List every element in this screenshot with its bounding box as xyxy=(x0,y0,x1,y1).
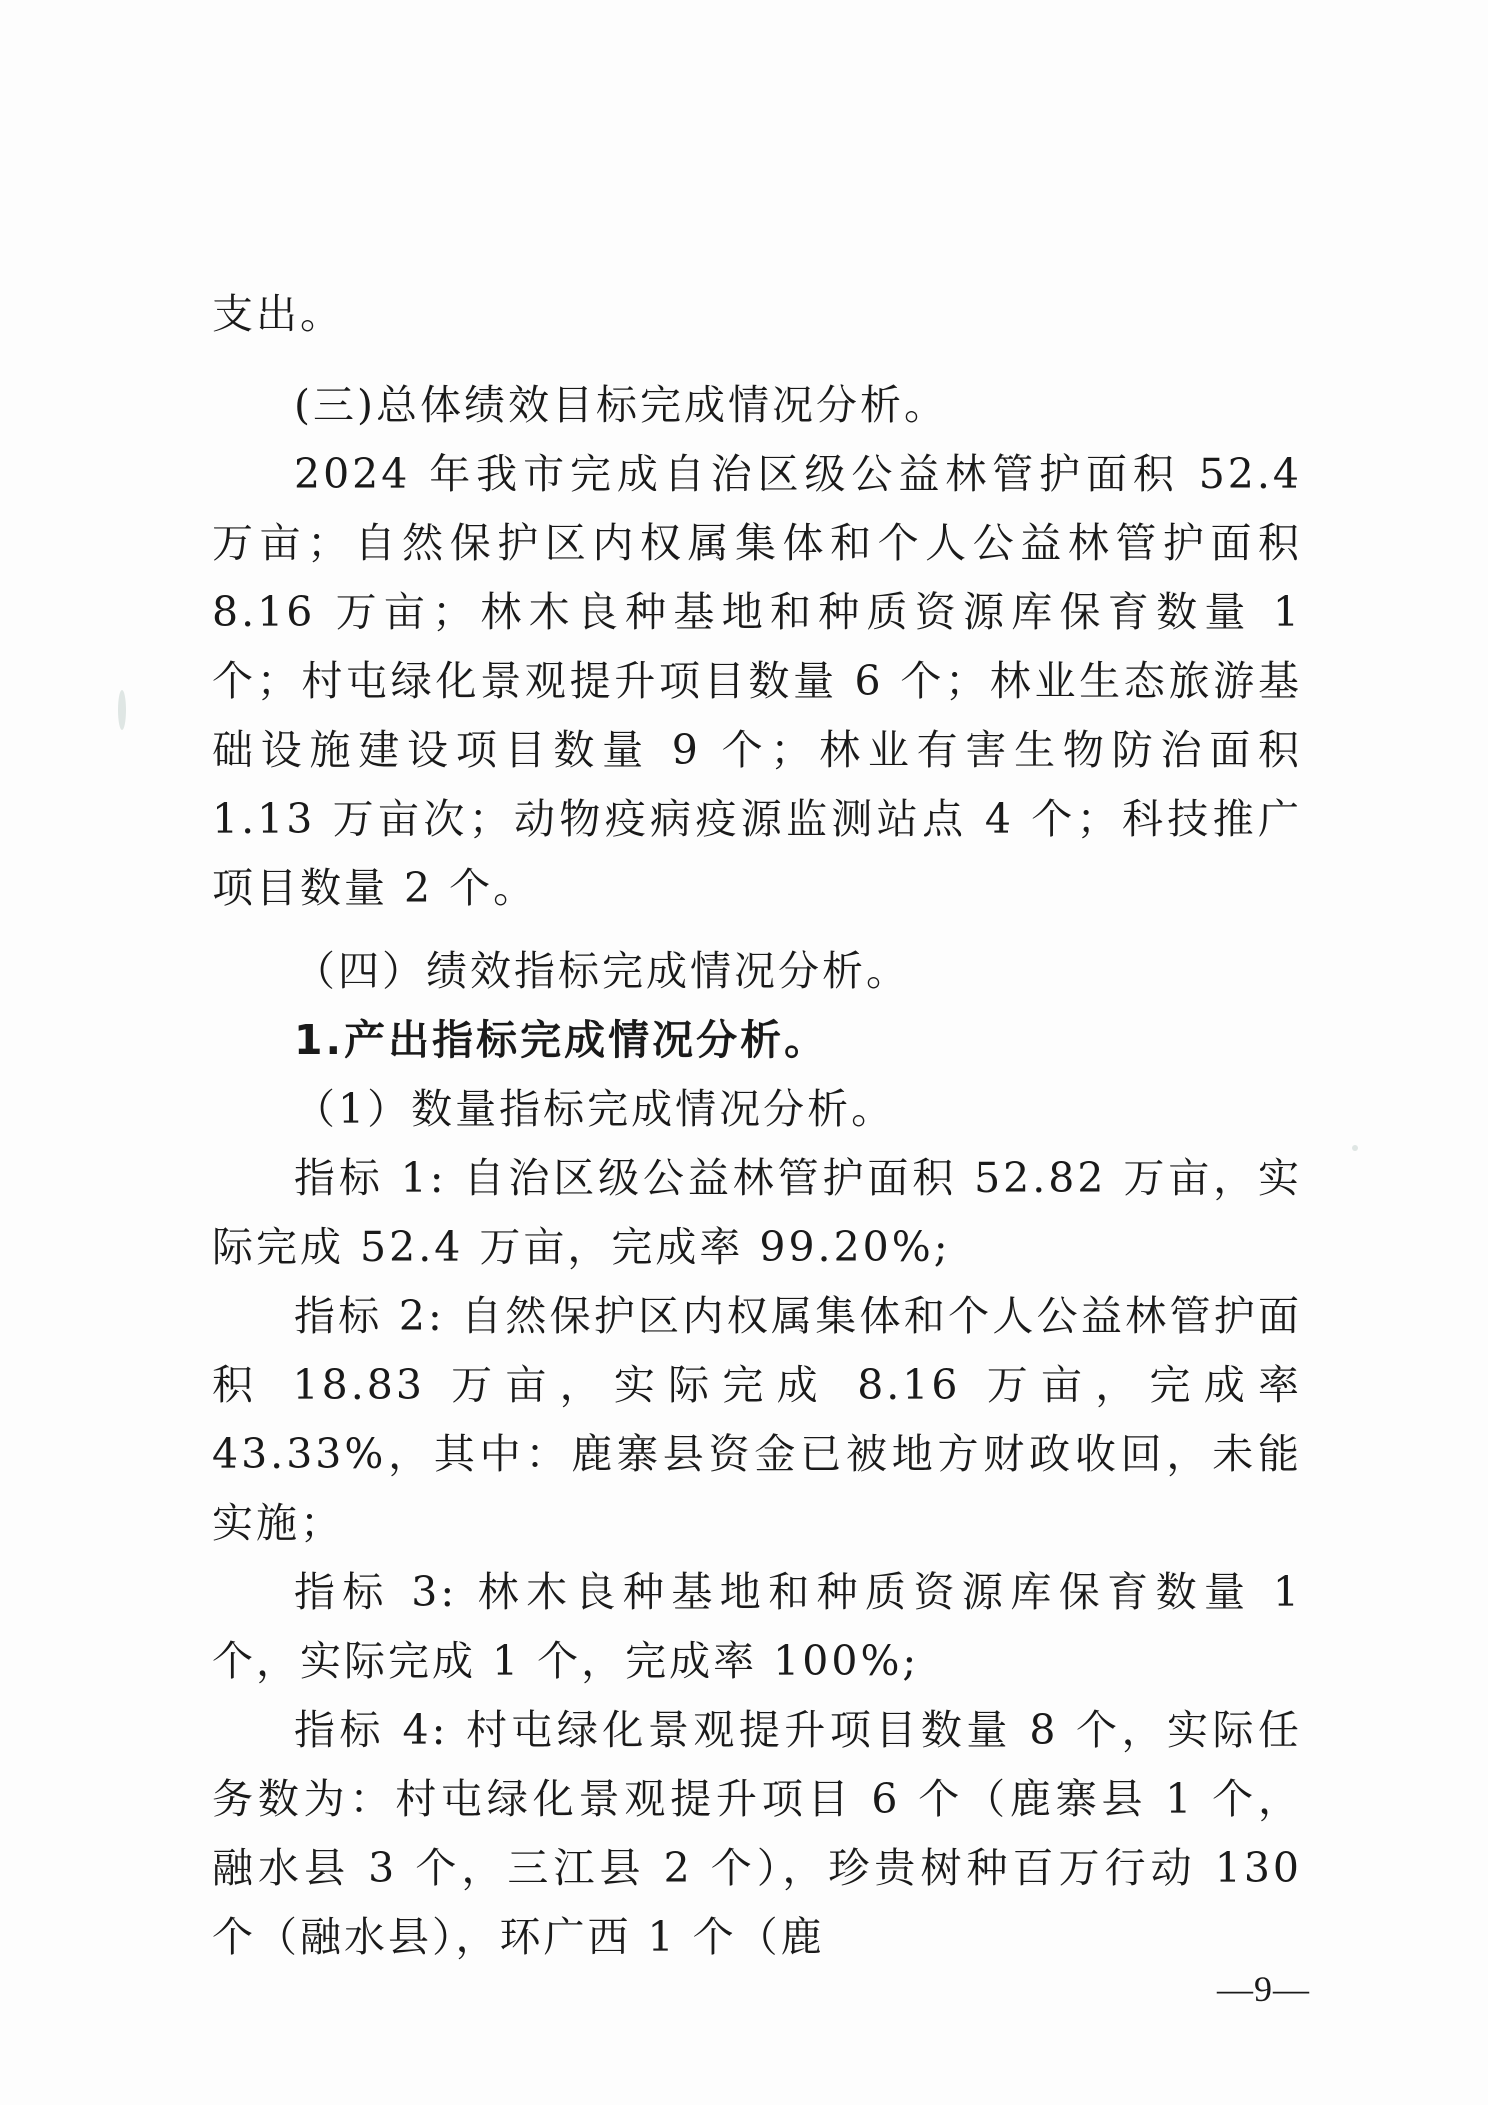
section-heading-4: （四）绩效指标完成情况分析。 xyxy=(294,947,910,995)
section-heading-3: (三)总体绩效目标完成情况分析。 xyxy=(294,381,948,429)
document-body xyxy=(212,280,1302,1972)
page-number: —9— xyxy=(1217,1969,1310,2009)
paragraph-continuation: 支出。 xyxy=(212,290,344,338)
subsection-heading-output: 1.产出指标完成情况分析。 xyxy=(294,1016,829,1064)
indicator-3: 指标 3: 林木良种基地和种质资源库保育数量 1 个，实际完成 1 个，完成率 100%; xyxy=(212,1568,1302,1685)
indicator-4: 指标 4: 村屯绿化景观提升项目数量 8 个，实际任务数为：村屯绿化景观提升项目 6 个（鹿寨县 1 个，融水县 3 个，三江县 2 个），珍贵树种百万行动 130 个（融水县），环广西 1 个（鹿 xyxy=(212,1706,1302,1961)
indicator-1: 指标 1: 自治区级公益林管护面积 52.82 万亩，实际完成 52.4 万亩，完成率 99.20%; xyxy=(212,1154,1302,1271)
subsection-heading-quantity: （1）数量指标完成情况分析。 xyxy=(294,1085,896,1133)
scan-mark xyxy=(118,690,126,730)
paragraph-overall-goals: 2024 年我市完成自治区级公益林管护面积 52.4 万亩；自然保护区内权属集体和个人公益林管护面积 8.16 万亩；林木良种基地和种质资源库保育数量 1 个；村屯绿化景观提升项目数量 6 个；林业生态旅游基础设施建设项目数量 9 个；林业有害生物防治面积 1.13 万亩次；动物疫病疫源监测站点 4 个；科技推广项目数量 2 个。 xyxy=(212,450,1302,912)
scan-mark xyxy=(1352,1145,1358,1151)
indicator-2: 指标 2: 自然保护区内权属集体和个人公益林管护面积 18.83 万亩，实际完成 8.16 万亩，完成率 43.33%，其中：鹿寨县资金已被地方财政收回，未能实施； xyxy=(212,1292,1302,1547)
